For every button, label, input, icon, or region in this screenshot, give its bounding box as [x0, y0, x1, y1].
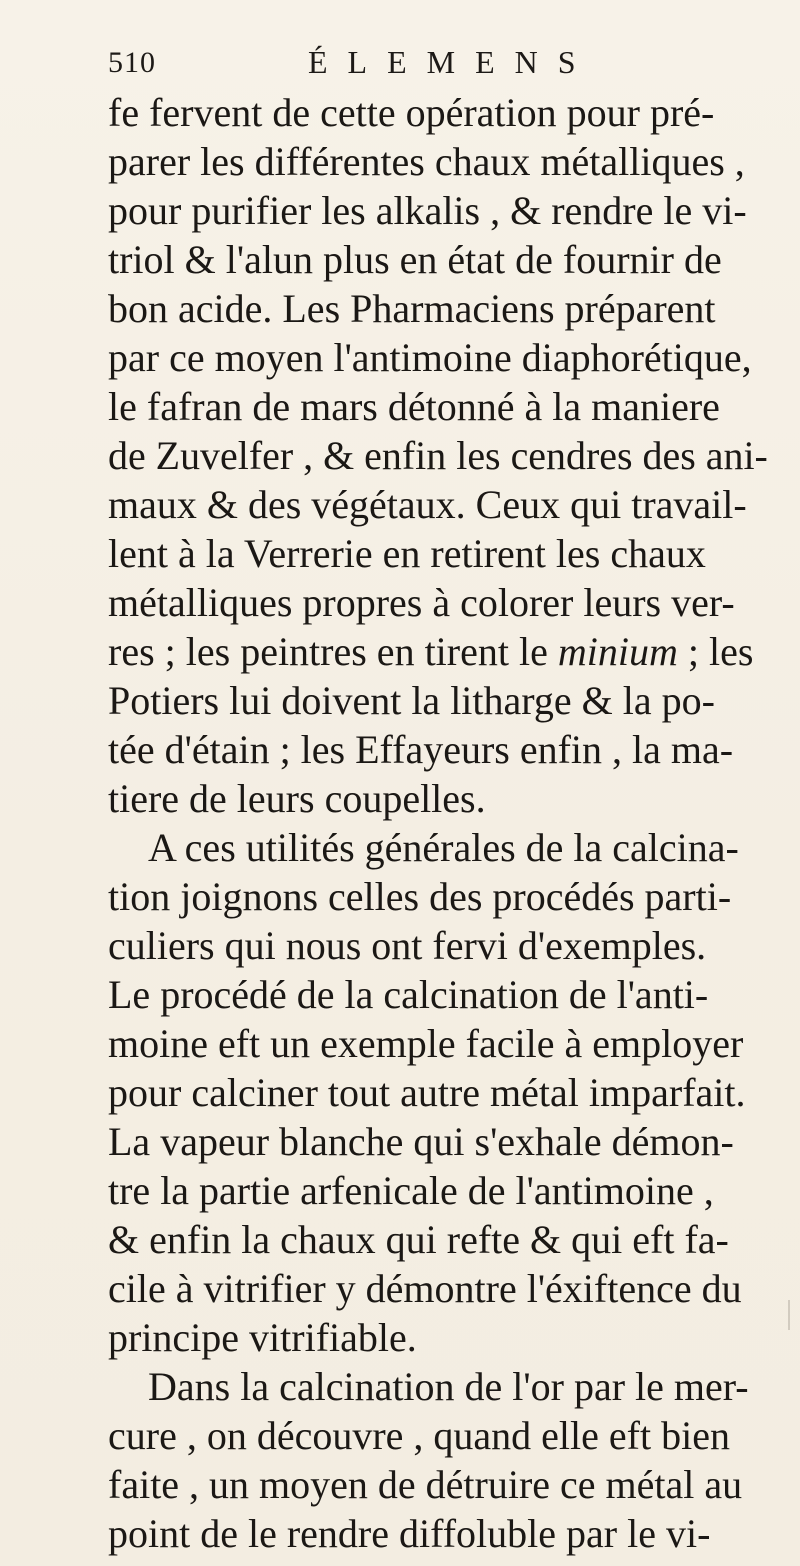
text-line: principe vitrifiable. [108, 1315, 417, 1360]
text-line: bon acide. Les Pharmaciens préparent [108, 286, 716, 331]
text-line: tée d'étain ; les Effayeurs enfin , la ma- [108, 727, 734, 772]
text-line: fe fervent de cette opération pour pré- [108, 90, 715, 135]
text-segment: ; les [677, 629, 754, 674]
text-line: par ce moyen l'antimoine diaphorétique, [108, 335, 752, 380]
text-line: culiers qui nous ont fervi d'exemples. [108, 923, 707, 968]
page-header [108, 46, 608, 86]
running-title: ÉLEMENS [308, 44, 596, 80]
text-line [108, 627, 768, 676]
text-line: cure , on découvre , quand elle eft bien [108, 1413, 730, 1458]
text-segment: res ; les peintres en tirent le [108, 629, 558, 674]
text-line: lent à la Verrerie en retirent les chaux [108, 531, 706, 576]
margin-mark [788, 1300, 800, 1330]
text-line: faite , un moyen de détruire ce métal au [108, 1462, 743, 1507]
text-line: moine eft un exemple facile à employer [108, 1021, 744, 1066]
text-line: & enfin la chaux qui refte & qui eft fa- [108, 1217, 729, 1262]
text-line: de Zuvelfer , & enfin les cendres des ani- [108, 433, 768, 478]
text-line: maux & des végétaux. Ceux qui travail- [108, 482, 747, 527]
italic-term: minium [557, 629, 678, 674]
text-line: tion joignons celles des procédés parti- [108, 874, 732, 919]
text-line: tre la partie arfenicale de l'antimoine , [108, 1168, 714, 1213]
page-number: 510 [108, 46, 156, 79]
text-line: triol & l'alun plus en état de fournir de [108, 237, 722, 282]
text-line: le fafran de mars détonné à la maniere [108, 384, 720, 429]
text-line: La vapeur blanche qui s'exhale démon- [108, 1119, 734, 1164]
text-line: pour purifier les alkalis , & rendre le vi- [108, 188, 747, 233]
text-line: cile à vitrifier y démontre l'éxiftence du [108, 1266, 742, 1311]
text-line: Potiers lui doivent la litharge & la po- [108, 678, 715, 723]
text-line: pour calciner tout autre métal imparfait. [108, 1070, 746, 1115]
body-text [108, 88, 768, 1558]
text-line: tiere de leurs coupelles. [108, 776, 486, 821]
text-line: Le procédé de la calcination de l'anti- [108, 972, 709, 1017]
text-line: A ces utilités générales de la calcina- [148, 825, 739, 870]
text-line: point de le rendre diffoluble par le vi- [108, 1511, 711, 1556]
text-line: métalliques propres à colorer leurs ver- [108, 580, 735, 625]
text-line: Dans la calcination de l'or par le mer- [148, 1364, 749, 1409]
text-line: parer les différentes chaux métalliques , [108, 139, 745, 184]
